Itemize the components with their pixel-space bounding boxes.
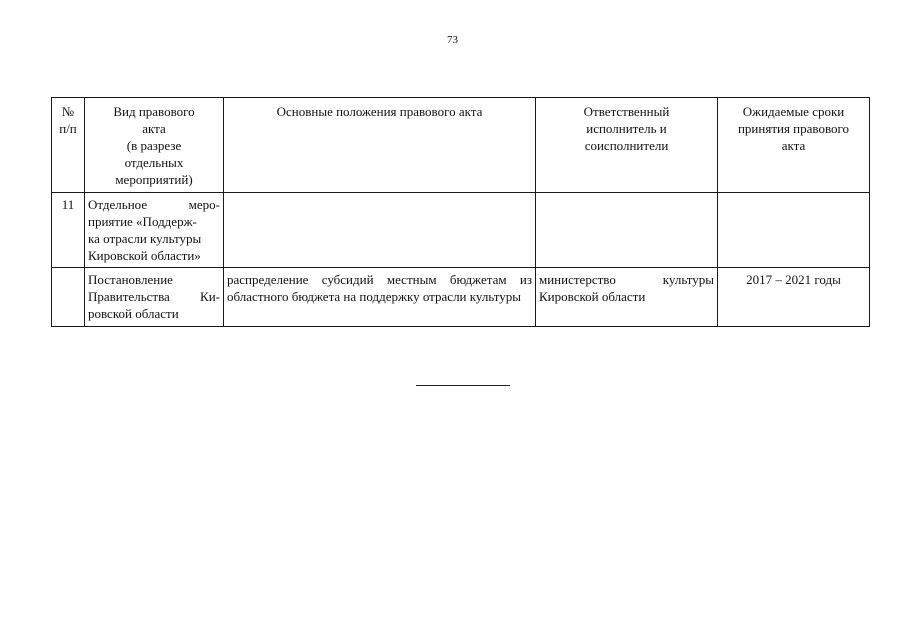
end-of-table-rule bbox=[416, 385, 510, 386]
cell-num: 11 bbox=[52, 193, 85, 268]
cell-terms: 2017 – 2021 годы bbox=[718, 268, 870, 327]
page-number: 73 bbox=[447, 34, 458, 46]
table-row bbox=[52, 268, 870, 327]
table-header-row bbox=[52, 98, 870, 193]
cell-act-type: Отдельное меро- приятие «Поддерж- ка отрасли культуры Кировской области» bbox=[85, 193, 224, 268]
header-responsible: Ответственный исполнитель и соисполнители bbox=[536, 98, 718, 193]
cell-responsible bbox=[536, 193, 718, 268]
header-num: № п/п bbox=[52, 98, 85, 193]
cell-terms bbox=[718, 193, 870, 268]
cell-act-type: Постановление Правительства Ки- ровской области bbox=[85, 268, 224, 327]
table-row bbox=[52, 193, 870, 268]
cell-responsible: министерство культуры Кировской области bbox=[536, 268, 718, 327]
cell-provisions: распределение субсидий местным бюджетам из областного бюджета на поддержку отрасли культуры bbox=[224, 268, 536, 327]
header-terms: Ожидаемые сроки принятия правового акта bbox=[718, 98, 870, 193]
cell-num bbox=[52, 268, 85, 327]
legal-acts-table bbox=[51, 97, 870, 327]
header-act-type: Вид правового акта (в разрезе отдельных мероприятий) bbox=[85, 98, 224, 193]
cell-provisions bbox=[224, 193, 536, 268]
header-provisions: Основные положения правового акта bbox=[224, 98, 536, 193]
